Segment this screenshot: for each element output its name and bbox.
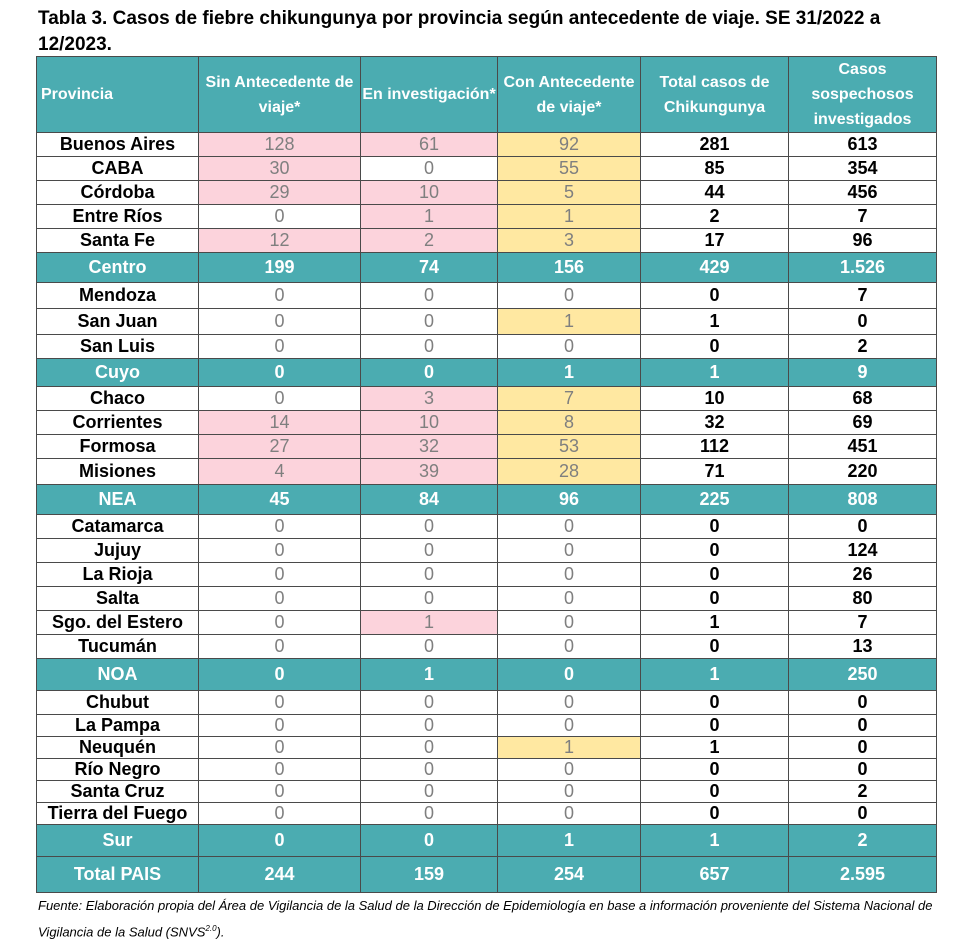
- con-antecedente-cell: 0: [498, 691, 641, 715]
- con-antecedente-cell: 0: [498, 781, 641, 803]
- con-antecedente-cell: 0: [498, 759, 641, 781]
- sin-antecedente-cell: 0: [199, 587, 361, 611]
- en-investigacion-cell: 1: [361, 205, 498, 229]
- con-antecedente-cell: 0: [498, 715, 641, 737]
- name-cell: Río Negro: [37, 759, 199, 781]
- con-antecedente-cell: 0: [498, 283, 641, 309]
- sin-antecedente-cell: 0: [199, 659, 361, 691]
- con-antecedente-cell: 0: [498, 803, 641, 825]
- name-cell: Neuquén: [37, 737, 199, 759]
- en-investigacion-cell: 0: [361, 803, 498, 825]
- con-antecedente-cell: 1: [498, 737, 641, 759]
- region-row: [37, 857, 937, 893]
- table-title: Tabla 3. Casos de fiebre chikungunya por provincia según antecedente de viaje. SE 31/2022 a 12/2023.: [38, 8, 881, 55]
- en-investigacion-cell: 0: [361, 635, 498, 659]
- en-investigacion-cell: 10: [361, 411, 498, 435]
- en-investigacion-cell: 0: [361, 737, 498, 759]
- sospechosos-cell: 0: [789, 737, 937, 759]
- total-cell: 32: [641, 411, 789, 435]
- sin-antecedente-cell: 128: [199, 133, 361, 157]
- sospechosos-cell: 250: [789, 659, 937, 691]
- name-cell: Mendoza: [37, 283, 199, 309]
- en-investigacion-cell: 0: [361, 309, 498, 335]
- header-con-antecedente: Con Antecedente de viaje*: [498, 57, 641, 133]
- sin-antecedente-cell: 29: [199, 181, 361, 205]
- total-cell: 0: [641, 515, 789, 539]
- en-investigacion-cell: 0: [361, 283, 498, 309]
- sospechosos-cell: 0: [789, 515, 937, 539]
- name-cell: Formosa: [37, 435, 199, 459]
- con-antecedente-cell: 96: [498, 485, 641, 515]
- en-investigacion-cell: 10: [361, 181, 498, 205]
- total-cell: 0: [641, 635, 789, 659]
- sin-antecedente-cell: 0: [199, 563, 361, 587]
- sin-antecedente-cell: 0: [199, 283, 361, 309]
- table-row: [37, 411, 937, 435]
- en-investigacion-cell: 61: [361, 133, 498, 157]
- total-cell: 71: [641, 459, 789, 485]
- con-antecedente-cell: 0: [498, 539, 641, 563]
- sin-antecedente-cell: 0: [199, 635, 361, 659]
- en-investigacion-cell: 84: [361, 485, 498, 515]
- sin-antecedente-cell: 12: [199, 229, 361, 253]
- sospechosos-cell: 9: [789, 359, 937, 387]
- sin-antecedente-cell: 0: [199, 309, 361, 335]
- sin-antecedente-cell: 0: [199, 715, 361, 737]
- name-cell: Corrientes: [37, 411, 199, 435]
- table-row: [37, 205, 937, 229]
- total-cell: 1: [641, 611, 789, 635]
- con-antecedente-cell: 3: [498, 229, 641, 253]
- sin-antecedente-cell: 4: [199, 459, 361, 485]
- en-investigacion-cell: 0: [361, 587, 498, 611]
- table-row: [37, 459, 937, 485]
- name-cell: Misiones: [37, 459, 199, 485]
- con-antecedente-cell: 7: [498, 387, 641, 411]
- total-cell: 1: [641, 359, 789, 387]
- sin-antecedente-cell: 0: [199, 515, 361, 539]
- con-antecedente-cell: 1: [498, 205, 641, 229]
- table-row: [37, 335, 937, 359]
- total-cell: 0: [641, 335, 789, 359]
- en-investigacion-cell: 74: [361, 253, 498, 283]
- table-row: [37, 283, 937, 309]
- sospechosos-cell: 124: [789, 539, 937, 563]
- con-antecedente-cell: 0: [498, 515, 641, 539]
- name-cell: NOA: [37, 659, 199, 691]
- name-cell: San Juan: [37, 309, 199, 335]
- name-cell: Total PAIS: [37, 857, 199, 893]
- name-cell: Santa Fe: [37, 229, 199, 253]
- header-row: [37, 57, 937, 133]
- total-cell: 225: [641, 485, 789, 515]
- name-cell: Catamarca: [37, 515, 199, 539]
- en-investigacion-cell: 0: [361, 359, 498, 387]
- sospechosos-cell: 7: [789, 283, 937, 309]
- en-investigacion-cell: 0: [361, 335, 498, 359]
- table-row: [37, 435, 937, 459]
- con-antecedente-cell: 0: [498, 659, 641, 691]
- sospechosos-cell: 613: [789, 133, 937, 157]
- table-row: [37, 737, 937, 759]
- name-cell: La Pampa: [37, 715, 199, 737]
- sospechosos-cell: 0: [789, 715, 937, 737]
- en-investigacion-cell: 0: [361, 563, 498, 587]
- con-antecedente-cell: 28: [498, 459, 641, 485]
- sin-antecedente-cell: 0: [199, 205, 361, 229]
- en-investigacion-cell: 0: [361, 759, 498, 781]
- source-end: ).: [216, 924, 225, 940]
- name-cell: CABA: [37, 157, 199, 181]
- source-superscript: 2.0: [205, 924, 217, 933]
- sospechosos-cell: 451: [789, 435, 937, 459]
- table-row: [37, 781, 937, 803]
- sospechosos-cell: 2: [789, 781, 937, 803]
- name-cell: Chaco: [37, 387, 199, 411]
- en-investigacion-cell: 0: [361, 715, 498, 737]
- sospechosos-cell: 354: [789, 157, 937, 181]
- name-cell: Jujuy: [37, 539, 199, 563]
- total-cell: 1: [641, 825, 789, 857]
- sin-antecedente-cell: 0: [199, 737, 361, 759]
- total-cell: 44: [641, 181, 789, 205]
- con-antecedente-cell: 1: [498, 309, 641, 335]
- region-row: [37, 253, 937, 283]
- table-row: [37, 691, 937, 715]
- header-en-investigacion: En investigación*: [361, 57, 498, 133]
- table-row: [37, 587, 937, 611]
- sospechosos-cell: 456: [789, 181, 937, 205]
- table-row: [37, 515, 937, 539]
- total-cell: 17: [641, 229, 789, 253]
- con-antecedente-cell: 5: [498, 181, 641, 205]
- sin-antecedente-cell: 0: [199, 611, 361, 635]
- table-row: [37, 563, 937, 587]
- con-antecedente-cell: 0: [498, 635, 641, 659]
- table-row: [37, 309, 937, 335]
- name-cell: Sgo. del Estero: [37, 611, 199, 635]
- en-investigacion-cell: 0: [361, 157, 498, 181]
- table-row: [37, 635, 937, 659]
- total-cell: 0: [641, 539, 789, 563]
- sospechosos-cell: 13: [789, 635, 937, 659]
- en-investigacion-cell: 0: [361, 781, 498, 803]
- region-row: [37, 485, 937, 515]
- name-cell: Centro: [37, 253, 199, 283]
- table-row: [37, 611, 937, 635]
- total-cell: 85: [641, 157, 789, 181]
- total-cell: 0: [641, 759, 789, 781]
- sin-antecedente-cell: 27: [199, 435, 361, 459]
- table-row: [37, 181, 937, 205]
- name-cell: Chubut: [37, 691, 199, 715]
- total-cell: 0: [641, 781, 789, 803]
- table-row: [37, 387, 937, 411]
- con-antecedente-cell: 53: [498, 435, 641, 459]
- sin-antecedente-cell: 0: [199, 387, 361, 411]
- table-row: [37, 157, 937, 181]
- con-antecedente-cell: 0: [498, 335, 641, 359]
- en-investigacion-cell: 159: [361, 857, 498, 893]
- total-cell: 0: [641, 587, 789, 611]
- table-row: [37, 229, 937, 253]
- en-investigacion-cell: 0: [361, 515, 498, 539]
- sospechosos-cell: 0: [789, 759, 937, 781]
- name-cell: NEA: [37, 485, 199, 515]
- sospechosos-cell: 7: [789, 611, 937, 635]
- total-cell: 429: [641, 253, 789, 283]
- table-row: [37, 715, 937, 737]
- sospechosos-cell: 26: [789, 563, 937, 587]
- con-antecedente-cell: 1: [498, 825, 641, 857]
- con-antecedente-cell: 1: [498, 359, 641, 387]
- en-investigacion-cell: 0: [361, 825, 498, 857]
- total-cell: 0: [641, 803, 789, 825]
- region-row: [37, 359, 937, 387]
- total-cell: 1: [641, 309, 789, 335]
- en-investigacion-cell: 0: [361, 539, 498, 563]
- total-cell: 657: [641, 857, 789, 893]
- con-antecedente-cell: 0: [498, 563, 641, 587]
- sospechosos-cell: 220: [789, 459, 937, 485]
- total-cell: 1: [641, 659, 789, 691]
- sin-antecedente-cell: 244: [199, 857, 361, 893]
- sin-antecedente-cell: 45: [199, 485, 361, 515]
- name-cell: Cuyo: [37, 359, 199, 387]
- sospechosos-cell: 96: [789, 229, 937, 253]
- con-antecedente-cell: 92: [498, 133, 641, 157]
- source-text: Fuente: Elaboración propia del Área de Vigilancia de la Salud de la Dirección de Epidemiología en base a información proveniente del Sistema Nacional de Vigilancia de la Salud (SNVS: [38, 898, 933, 940]
- name-cell: Salta: [37, 587, 199, 611]
- sospechosos-cell: 0: [789, 803, 937, 825]
- header-total: Total casos de Chikungunya: [641, 57, 789, 133]
- name-cell: Sur: [37, 825, 199, 857]
- sin-antecedente-cell: 14: [199, 411, 361, 435]
- name-cell: La Rioja: [37, 563, 199, 587]
- region-row: [37, 659, 937, 691]
- total-cell: 0: [641, 563, 789, 587]
- en-investigacion-cell: 1: [361, 611, 498, 635]
- sospechosos-cell: 69: [789, 411, 937, 435]
- en-investigacion-cell: 0: [361, 691, 498, 715]
- sospechosos-cell: 0: [789, 309, 937, 335]
- con-antecedente-cell: 156: [498, 253, 641, 283]
- sospechosos-cell: 2: [789, 825, 937, 857]
- sin-antecedente-cell: 0: [199, 825, 361, 857]
- total-cell: 0: [641, 715, 789, 737]
- en-investigacion-cell: 32: [361, 435, 498, 459]
- sospechosos-cell: 80: [789, 587, 937, 611]
- en-investigacion-cell: 3: [361, 387, 498, 411]
- sin-antecedente-cell: 0: [199, 359, 361, 387]
- total-cell: 0: [641, 691, 789, 715]
- total-cell: 10: [641, 387, 789, 411]
- name-cell: Córdoba: [37, 181, 199, 205]
- total-cell: 2: [641, 205, 789, 229]
- name-cell: Buenos Aires: [37, 133, 199, 157]
- sin-antecedente-cell: 199: [199, 253, 361, 283]
- total-cell: 112: [641, 435, 789, 459]
- sospechosos-cell: 0: [789, 691, 937, 715]
- header-sospechosos: Casos sospechosos investigados: [789, 57, 937, 133]
- chikungunya-table: [36, 56, 937, 893]
- con-antecedente-cell: 254: [498, 857, 641, 893]
- region-row: [37, 825, 937, 857]
- name-cell: San Luis: [37, 335, 199, 359]
- table-row: [37, 539, 937, 563]
- con-antecedente-cell: 8: [498, 411, 641, 435]
- con-antecedente-cell: 0: [498, 611, 641, 635]
- sospechosos-cell: 2: [789, 335, 937, 359]
- sin-antecedente-cell: 0: [199, 335, 361, 359]
- sin-antecedente-cell: 0: [199, 781, 361, 803]
- name-cell: Santa Cruz: [37, 781, 199, 803]
- header-sin-antecedente: Sin Antecedente de viaje*: [199, 57, 361, 133]
- name-cell: Entre Ríos: [37, 205, 199, 229]
- table-row: [37, 803, 937, 825]
- sin-antecedente-cell: 0: [199, 759, 361, 781]
- name-cell: Tucumán: [37, 635, 199, 659]
- table-row: [37, 759, 937, 781]
- sin-antecedente-cell: 30: [199, 157, 361, 181]
- sospechosos-cell: 1.526: [789, 253, 937, 283]
- sospechosos-cell: 2.595: [789, 857, 937, 893]
- table-row: [37, 133, 937, 157]
- sospechosos-cell: 7: [789, 205, 937, 229]
- con-antecedente-cell: 0: [498, 587, 641, 611]
- con-antecedente-cell: 55: [498, 157, 641, 181]
- source-note: [38, 894, 943, 943]
- header-provincia: Provincia: [37, 57, 199, 133]
- sospechosos-cell: 808: [789, 485, 937, 515]
- en-investigacion-cell: 1: [361, 659, 498, 691]
- sin-antecedente-cell: 0: [199, 803, 361, 825]
- total-cell: 281: [641, 133, 789, 157]
- sin-antecedente-cell: 0: [199, 539, 361, 563]
- sospechosos-cell: 68: [789, 387, 937, 411]
- total-cell: 1: [641, 737, 789, 759]
- sin-antecedente-cell: 0: [199, 691, 361, 715]
- total-cell: 0: [641, 283, 789, 309]
- name-cell: Tierra del Fuego: [37, 803, 199, 825]
- en-investigacion-cell: 2: [361, 229, 498, 253]
- en-investigacion-cell: 39: [361, 459, 498, 485]
